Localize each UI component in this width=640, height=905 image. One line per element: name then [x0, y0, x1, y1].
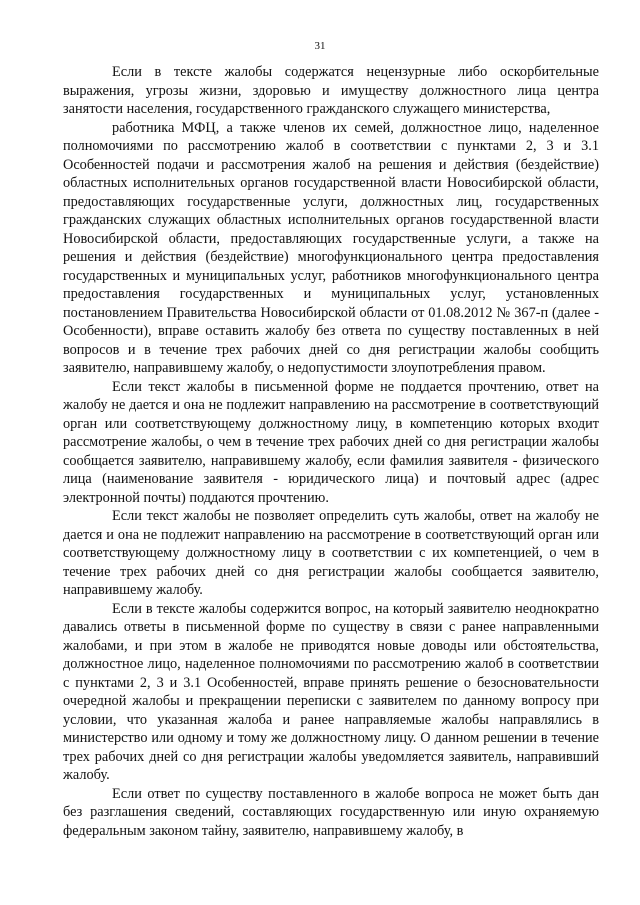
paragraph-state-secret: Если ответ по существу поставленного в жалобе вопроса не может быть дан без разглашения сведений, составляющих государственную или иную охраняемую федеральным законом тайну, заявителю, направившему жалобу, в	[63, 785, 599, 839]
paragraph-obscene-content: Если в тексте жалобы содержатся нецензурные либо оскорбительные выражения, угрозы жизни, здоровью и имуществу должностного лица центра занятости населения, государственного гражданского служащего министерства,	[63, 64, 599, 117]
paragraph-undefined-essence: Если текст жалобы не позволяет определить суть жалобы, ответ на жалобу не дается и она не подлежит направлению на рассмотрение в соответствующий орган или соответствующему должностному лицу в соответствии с их компетенцией, о чем в течение трех рабочих дней со дня регистрации жалобы сообщается заявителю, направившему жалобу.	[63, 508, 599, 598]
paragraph-unreadable-text: Если текст жалобы в письменной форме не поддается прочтению, ответ на жалобу не дается и она не подлежит направлению на рассмотрение в соответствующий орган или соответствующему должностному лицу, в компетенцию которых входит рассмотрение жалобы, о чем в течение трех рабочих дней со дня регистрации жалобы сообщается заявителю, направившему жалобу, если фамилия заявителя - физического лица (наименование заявителя - юридического лица) и почтовый адрес (адрес электронной почты) поддаются прочтению.	[63, 378, 599, 506]
page-number: 31	[314, 40, 326, 52]
document-body	[63, 63, 599, 840]
paragraph-repeated-question: Если в тексте жалобы содержится вопрос, на который заявителю неоднократно давались ответы в письменной форме по существу в связи с ранее направленными жалобами, и при этом в жалобе не приводятся новые доводы или обстоятельства, должностное лицо, наделенное полномочиями по рассмотрению жалоб в соответствии с пунктами 2, 3 и 3.1 Особенностей, вправе принять решение о безосновательности очередной жалобы и прекращении переписки с заявителем по данному вопросу при условии, что указанная жалоба и ранее направляемые жалобы направлялись в министерство или одному и тому же должностному лицу. О данном решении в течение трех рабочих дней со дня регистрации жалобы уведомляется заявитель, направивший жалобу.	[63, 600, 599, 783]
paragraph-mfc-worker: работника МФЦ, а также членов их семей, должностное лицо, наделенное полномочиями по рассмотрению жалоб в соответствии с пунктами 2, 3 и 3.1 Особенностей подачи и рассмотрения жалоб на решения и действия (бездействие) областных исполнительных органов государственной власти Новосибирской области, предоставляющих государственные услуги, должностных лиц, государственных гражданских служащих областных исполнительных органов государственной власти Новосибирской области, предоставляющих государственные услуги, а также на решения и действия (бездействие) многофункционального центра предоставления государственных и муниципальных услуг, работников многофункционального центра предоставления государственных и муниципальных услуг, установленных постановлением Правительства Новосибирской области от 01.08.2012 № 367-п (далее - Особенности), вправе оставить жалобу без ответа по существу поставленных в ней вопросов и в течение трех рабочих дней со дня регистрации жалобы сообщить заявителю, направившему жалобу, о недопустимости злоупотребления правом.	[63, 119, 599, 376]
